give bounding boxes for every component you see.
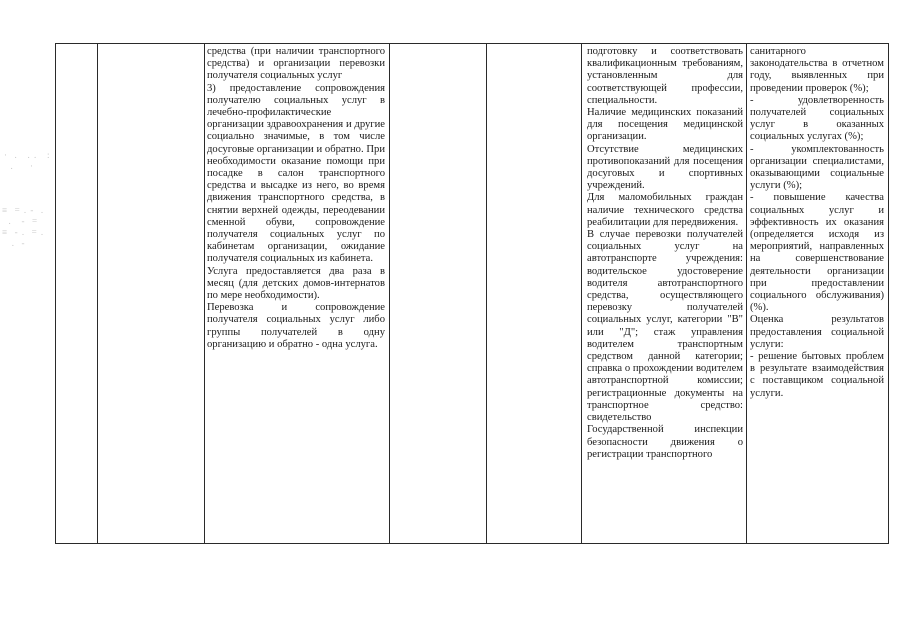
- services-table: [55, 43, 889, 544]
- paragraph: средства (при наличии транспортного средства) и организации перевозки получателя социальных услуг: [207, 46, 385, 82]
- paragraph: 3) предоставление сопровождения получателю социальных услуг в лечебно-профилактические организации здравоохранения и другие социально значимые, в том числе досуговые организации и обратно. При необходимости оказание помощи при посадке в салон транспортного средства и высадке из него, во время движения транспортного средства, в снятии верхней одежды, переодевании сменной обуви, сопровождение получателя социальных услуг по кабинетам организации, ожидание получателя социальных из кабинета.: [207, 82, 385, 265]
- paragraph: Отсутствие медицинских противопоказаний для посещения досуговых и спортивных учреждений.: [587, 143, 743, 192]
- paragraph: Государственной инспекции безопасности движения о регистрации транспортного: [587, 424, 743, 460]
- paragraph: Оценка результатов предоставления социальной услуги:: [750, 314, 884, 350]
- paragraph: Перевозка и сопровождение получателя социальных услуг либо группы получателей в одну организацию и обратно - одна услуга.: [207, 302, 385, 350]
- column-divider: [97, 44, 98, 543]
- column-divider: [581, 44, 582, 543]
- paragraph: - решение бытовых проблем в результате взаимодействия с поставщиком социальной услуги.: [750, 351, 884, 399]
- paragraph: подготовку и соответствовать квалификационным требованиям, установленным для соответствующей профессии, специальности.: [587, 46, 743, 106]
- paragraph: санитарного законодательства в отчетном году, выявленных при проведении проверок (%);: [750, 46, 884, 94]
- paragraph: - укомплектованность организации специалистами, оказывающими социальные услуги (%);: [750, 143, 884, 192]
- paragraph: В случае перевозки получателей социальных услуг на автотранспорте учреждения: водительское удостоверение водителя автотранспортного средства, осуществляющего перевозку получателей социальных услуг, категории "В" или "Д"; стаж управления водителем транспортным средством данной категории; справка о прохождении водителем автотранспортной комиссии; регистрационные документы на транспортное средство: свидетельство: [587, 229, 743, 424]
- column-divider: [486, 44, 487, 543]
- paragraph: - удовлетворенность получателей социальных услуг в оказанных социальных услугах (%);: [750, 94, 884, 143]
- quality-indicators-cell: [750, 46, 884, 400]
- service-conditions-cell: [587, 46, 743, 461]
- column-divider: [204, 44, 205, 543]
- paragraph: Услуга предоставляется два раза в месяц (для детских домов-интернатов по мере необходимости).: [207, 265, 385, 302]
- paragraph: Для маломобильных граждан наличие технического средства реабилитации для передвижения.: [587, 192, 743, 228]
- scan-artifact: ≡ = . - . . - = ≡ - . = . . -: [2, 205, 45, 248]
- paragraph: Наличие медицинских показаний для посещения медицинской организации.: [587, 107, 743, 143]
- service-description-cell: [207, 46, 385, 351]
- column-divider: [389, 44, 390, 543]
- paragraph: - повышение качества социальных услуг и эффективность их оказания (определяется исходя из мероприятий, направленных на совершенствование деятельности организации при предоставлении социального обслуживания) (%).: [750, 192, 884, 314]
- scan-artifact: · . . . : . ·: [4, 150, 51, 171]
- column-divider: [746, 44, 747, 543]
